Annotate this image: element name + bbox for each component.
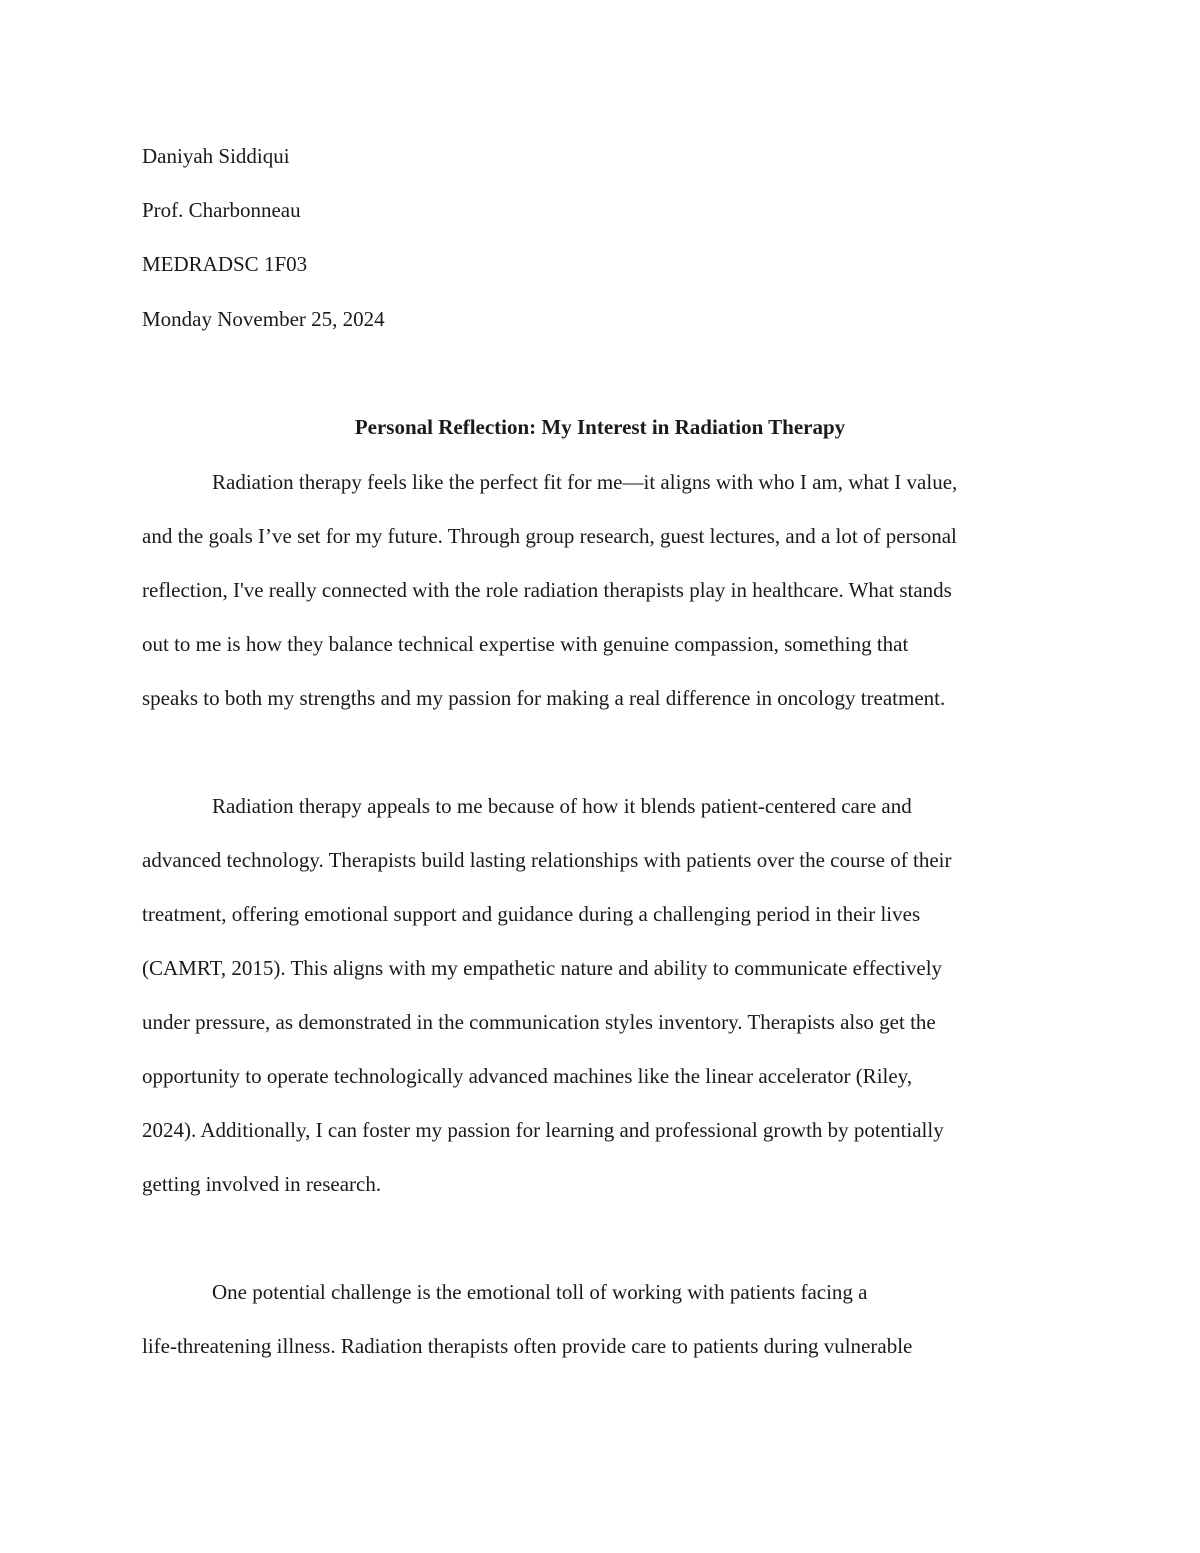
paragraph-line: getting involved in research. [142, 1172, 382, 1196]
paragraph-line: (CAMRT, 2015). This aligns with my empathetic nature and ability to communicate effectively [142, 956, 943, 980]
paragraph-line: Radiation therapy feels like the perfect fit for me—it aligns with who I am, what I value, [212, 470, 958, 494]
professor-name: Prof. Charbonneau [142, 198, 301, 222]
paragraph-line: life-threatening illness. Radiation therapists often provide care to patients during vulnerable [142, 1334, 913, 1358]
paragraph-line: reflection, I've really connected with the role radiation therapists play in healthcare. What stands [142, 578, 952, 602]
paragraph-line: 2024). Additionally, I can foster my passion for learning and professional growth by potentially [142, 1118, 944, 1142]
paragraph-line: Radiation therapy appeals to me because of how it blends patient-centered care and [212, 794, 912, 818]
paragraph-line: treatment, offering emotional support and guidance during a challenging period in their lives [142, 902, 921, 926]
document-date: Monday November 25, 2024 [142, 307, 385, 331]
paragraph-line: out to me is how they balance technical expertise with genuine compassion, something that [142, 632, 909, 656]
document-title: Personal Reflection: My Interest in Radiation Therapy [354, 415, 846, 439]
paragraph-line: opportunity to operate technologically advanced machines like the linear accelerator (Riley, [142, 1064, 913, 1088]
paragraph-line: One potential challenge is the emotional toll of working with patients facing a [212, 1280, 868, 1304]
paragraph-line: under pressure, as demonstrated in the communication styles inventory. Therapists also get the [142, 1010, 936, 1034]
paragraph-line: speaks to both my strengths and my passion for making a real difference in oncology treatment. [142, 686, 946, 710]
student-name: Daniyah Siddiqui [142, 144, 290, 168]
paragraph-line: advanced technology. Therapists build lasting relationships with patients over the course of their [142, 848, 952, 872]
course-code: MEDRADSC 1F03 [142, 252, 308, 276]
paragraph-line: and the goals I’ve set for my future. Through group research, guest lectures, and a lot of personal [142, 524, 957, 548]
